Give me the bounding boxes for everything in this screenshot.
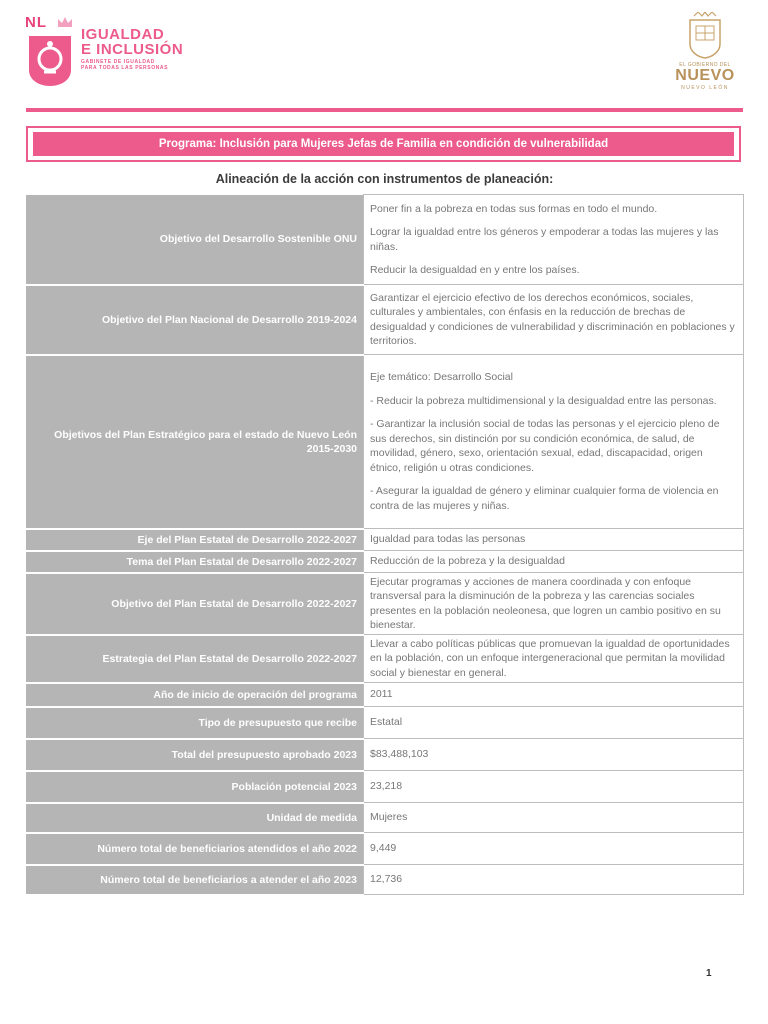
gov-line2: NUEVO bbox=[675, 67, 735, 84]
header-divider bbox=[26, 108, 743, 112]
value-line: - Garantizar la inclusión social de todas las personas y el ejercicio pleno de sus derechos, sin distinción por su condición económica, de salud, de movilidad, género, sexo, orientación sexual, edad, discapacidad, origen étnico, religión u otras condiciones. bbox=[370, 418, 720, 474]
row-value: 12,736 bbox=[364, 865, 744, 895]
row-value bbox=[364, 635, 744, 683]
row-value bbox=[364, 285, 744, 355]
value-line: - Reducir la pobreza multidimensional y la desigualdad entre las personas. bbox=[370, 394, 717, 407]
value-line: Eje temático: Desarrollo Social bbox=[370, 371, 513, 383]
gobierno-logo bbox=[660, 12, 750, 92]
row-label: Eje del Plan Estatal de Desarrollo 2022-2027 bbox=[26, 529, 364, 551]
page-number: 1 bbox=[706, 968, 712, 979]
row-label: Año de inicio de operación del programa bbox=[26, 683, 364, 707]
igualdad-logo bbox=[25, 14, 185, 84]
table-row bbox=[26, 833, 744, 865]
table-row bbox=[26, 551, 744, 573]
gov-line3: NUEVO LEÓN bbox=[681, 85, 729, 91]
value-line: Lograr la igualdad entre los géneros y empoderar a todas las mujeres y las niñas. bbox=[370, 226, 719, 253]
row-label: Tipo de presupuesto que recibe bbox=[26, 707, 364, 739]
crown-icon bbox=[57, 16, 73, 28]
row-value: 2011 bbox=[364, 683, 744, 707]
program-banner bbox=[26, 126, 741, 162]
row-value: Reducción de la pobreza y la desigualdad bbox=[364, 551, 744, 573]
row-value bbox=[364, 573, 744, 635]
row-value: Estatal bbox=[364, 707, 744, 739]
table-row bbox=[26, 771, 744, 803]
table-row bbox=[26, 707, 744, 739]
table-row bbox=[26, 803, 744, 833]
row-label: Total del presupuesto aprobado 2023 bbox=[26, 739, 364, 771]
row-value: 23,218 bbox=[364, 771, 744, 803]
table-row bbox=[26, 635, 744, 683]
row-value: 9,449 bbox=[364, 833, 744, 865]
table-row bbox=[26, 355, 744, 529]
value-line: Reducir la desigualdad en y entre los países. bbox=[370, 264, 580, 276]
table-row bbox=[26, 195, 744, 285]
alignment-table bbox=[26, 194, 744, 896]
row-label: Estrategia del Plan Estatal de Desarrollo 2022-2027 bbox=[26, 635, 364, 683]
row-label: Población potencial 2023 bbox=[26, 771, 364, 803]
value-line: Llevar a cabo políticas públicas que promuevan la igualdad de oportunidades en la población, con un enfoque intergeneracional que permitan la movilidad social y bienestar en general. bbox=[370, 637, 730, 679]
value-line: Ejecutar programas y acciones de manera coordinada y con enfoque transversal para la disminución de la pobreza y las carencias sociales presentes en la población neoleonesa, que logren un cambio positivo en su bienestar. bbox=[370, 575, 721, 631]
tagline-2: PARA TODAS LAS PERSONAS bbox=[81, 65, 169, 71]
emblem-icon bbox=[25, 32, 75, 88]
tagline-1: GABINETE DE IGUALDAD bbox=[81, 59, 155, 65]
table-row bbox=[26, 683, 744, 707]
coat-of-arms-icon bbox=[682, 12, 728, 60]
row-label: Objetivo del Plan Estatal de Desarrollo 2022-2027 bbox=[26, 573, 364, 635]
row-label: Tema del Plan Estatal de Desarrollo 2022-2027 bbox=[26, 551, 364, 573]
table-row bbox=[26, 739, 744, 771]
row-label: Número total de beneficiarios a atender el año 2023 bbox=[26, 865, 364, 895]
table-row bbox=[26, 285, 744, 355]
row-label: Objetivos del Plan Estratégico para el estado de Nuevo León 2015-2030 bbox=[26, 355, 364, 529]
brand-line1: IGUALDAD bbox=[81, 26, 165, 43]
value-line: Garantizar el ejercicio efectivo de los derechos económicos, sociales, culturales y ambientales, con énfasis en la reducción de brechas de desigualdad y condiciones de vulnerabilidad y discriminación en poblaciones y territorios. bbox=[370, 291, 735, 347]
row-value: Mujeres bbox=[364, 803, 744, 833]
row-label: Objetivo del Desarrollo Sostenible ONU bbox=[26, 195, 364, 285]
row-label: Objetivo del Plan Nacional de Desarrollo 2019-2024 bbox=[26, 285, 364, 355]
row-value bbox=[364, 355, 744, 529]
table-row bbox=[26, 573, 744, 635]
gov-line1: EL GOBIERNO DEL bbox=[679, 62, 731, 68]
row-value: $83,488,103 bbox=[364, 739, 744, 771]
row-value: Igualdad para todas las personas bbox=[364, 529, 744, 551]
brand-line2: E INCLUSIÓN bbox=[81, 41, 184, 58]
row-value bbox=[364, 195, 744, 285]
row-label: Número total de beneficiarios atendidos el año 2022 bbox=[26, 833, 364, 865]
table-row bbox=[26, 529, 744, 551]
table-row bbox=[26, 865, 744, 895]
program-title: Programa: Inclusión para Mujeres Jefas de Familia en condición de vulnerabilidad bbox=[33, 132, 734, 156]
nl-mark: NL bbox=[25, 14, 47, 31]
value-line: - Asegurar la igualdad de género y eliminar cualquier forma de violencia en contra de las mujeres y niñas. bbox=[370, 485, 719, 512]
row-label: Unidad de medida bbox=[26, 803, 364, 833]
value-line: Poner fin a la pobreza en todas sus formas en todo el mundo. bbox=[370, 202, 658, 215]
section-subtitle: Alineación de la acción con instrumentos de planeación: bbox=[215, 172, 554, 186]
